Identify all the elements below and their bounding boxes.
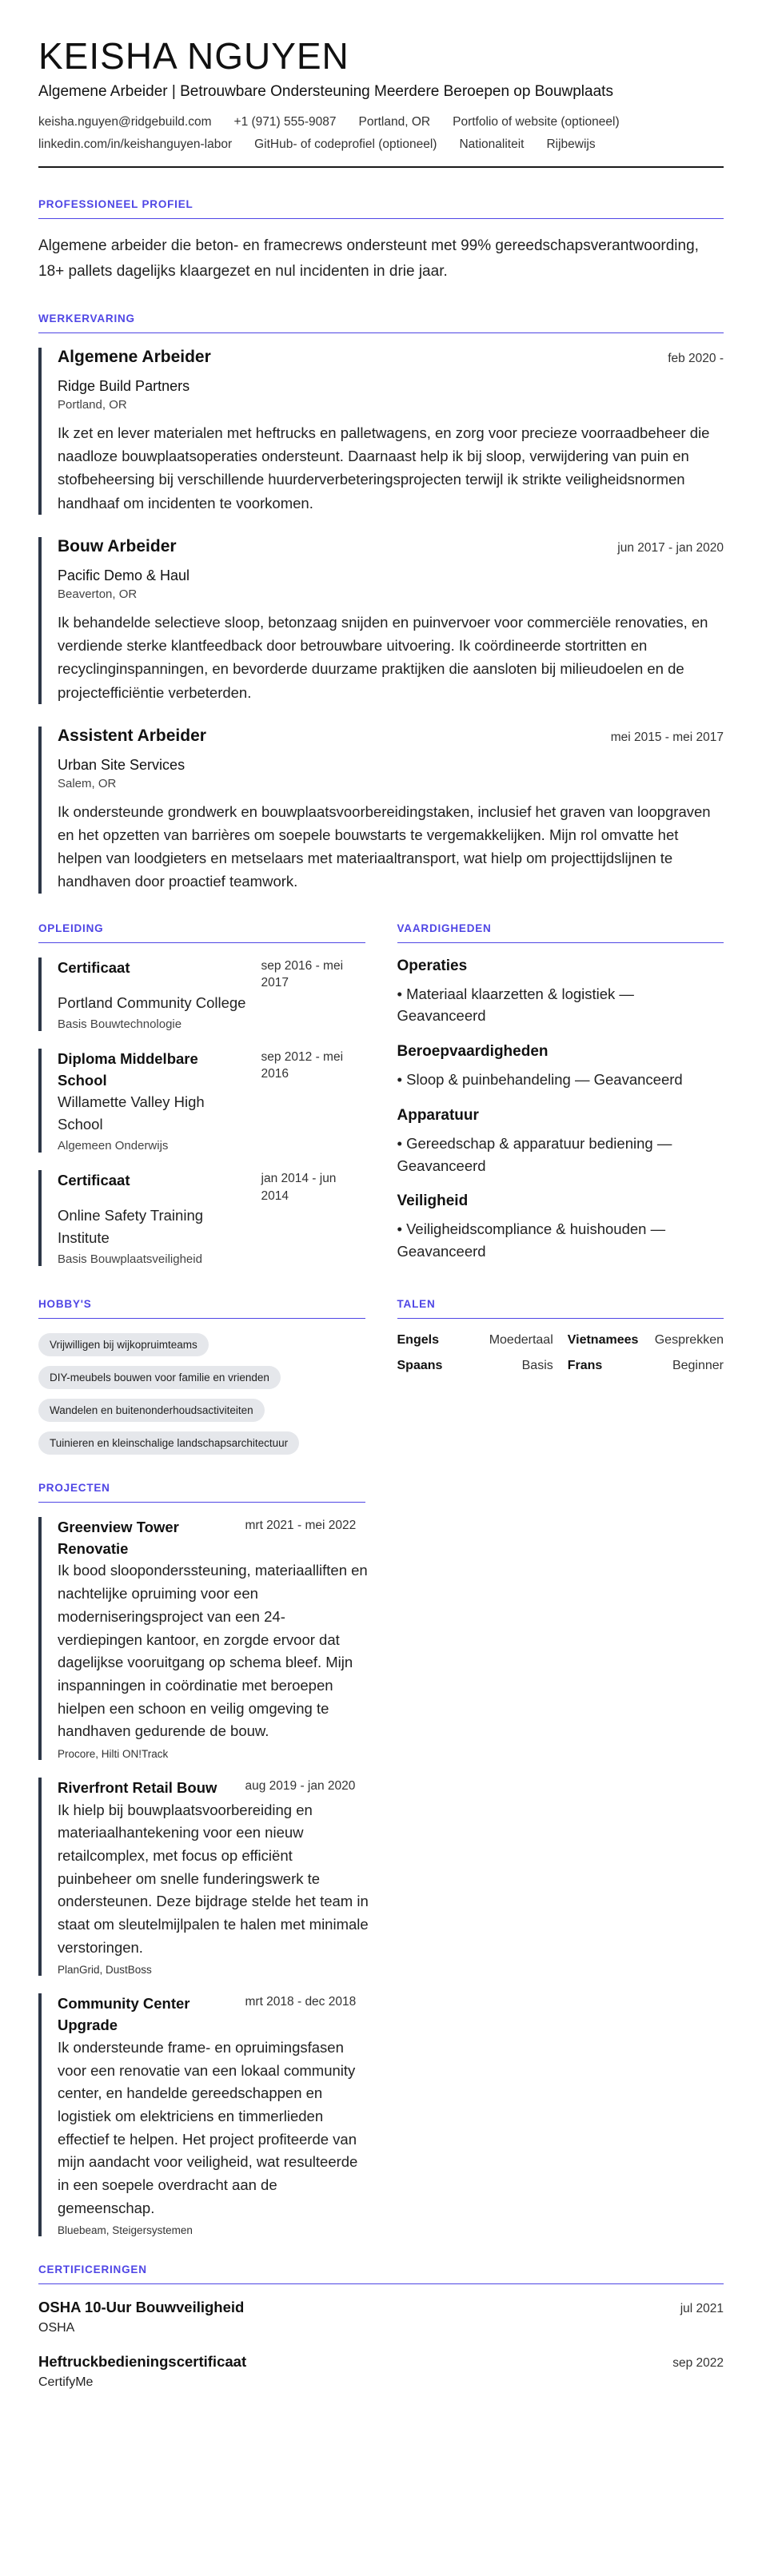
project-title: Greenview Tower Renovatie xyxy=(58,1518,179,1557)
job-date: feb 2020 - xyxy=(668,351,724,365)
empty-column xyxy=(397,1482,724,2237)
job-date: jun 2017 - jan 2020 xyxy=(617,540,724,555)
job-location: Portland, OR xyxy=(58,397,127,412)
language-name: Vietnamees xyxy=(567,1332,639,1347)
skill-group xyxy=(397,958,724,1028)
project-title: Riverfront Retail Bouw xyxy=(58,1778,217,1796)
section-title: CERTIFICERINGEN xyxy=(38,2263,724,2284)
skill-category: Operaties xyxy=(397,957,468,974)
education-entry xyxy=(38,1049,365,1153)
project-date: mrt 2018 - dec 2018 xyxy=(245,1995,357,2009)
certification-entry xyxy=(38,2299,724,2335)
contact-phone[interactable]: +1 (971) 555-9087 xyxy=(233,115,337,129)
project-tools: Bluebeam, Steigersystemen xyxy=(58,2224,193,2237)
skill-category: Beroepvaardigheden xyxy=(397,1043,549,1061)
job-description: Ik ondersteunde grondwerk en bouwplaatsvoorbereidingstaken, inclusief het graven van loopgraven en het opzetten van barrières om soepele bouwstarts te vergemakkelijken. Mijn rol omvatte het helpen van loodgieters en metselaars met materiaaltransport, wat hielp om projecttijdslijnen te handhaven door proactief teamwork. xyxy=(58,802,711,890)
certification-name: OSHA 10-Uur Bouwveiligheid xyxy=(38,2299,245,2316)
hobby-tag: DIY-meubels bouwen voor familie en vrienden xyxy=(38,1366,281,1389)
project-description: Ik bood slooponderssteuning, materiaalliften en nachtelijke opruiming voor een moderniseringsproject van een 24-verdiepingen kantoor, en zorgde ervoor dat dagelijkse vooruitgang op schema bleef. Mijn inspanningen in coördinatie met beroepen hielpen een schoon en veilig omgeving te handhaven gedurende de bouw. xyxy=(58,1562,368,1740)
language-list xyxy=(397,1333,724,1373)
education-section xyxy=(38,922,365,1279)
projects-row xyxy=(38,1482,724,2237)
education-school: Willamette Valley High School xyxy=(58,1093,205,1133)
certification-issuer: OSHA xyxy=(38,2321,75,2335)
headline: Algemene Arbeider | Betrouwbare Ondersteuning Meerdere Beroepen op Bouwplaats xyxy=(38,83,613,101)
section-title: OPLEIDING xyxy=(38,922,365,943)
job-company: Ridge Build Partners xyxy=(58,377,190,394)
project-entry xyxy=(38,1993,365,2236)
language-level: Basis xyxy=(521,1358,553,1372)
hobby-tag: Vrijwilligen bij wijkopruimteams xyxy=(38,1333,209,1356)
certification-issuer: CertifyMe xyxy=(38,2375,94,2390)
language-level: Beginner xyxy=(672,1358,724,1372)
profile-section xyxy=(38,198,724,284)
language-level: Moedertaal xyxy=(489,1332,553,1347)
project-description: Ik hielp bij bouwplaatsvoorbereiding en materiaalhantekening voor een nieuw retailcomplex, met focus op efficiënt puinbeheer om snelle funderingswerk te ondersteunen. Deze bijdrage stelde het team in staat om sleutelmijlpalen te halen met minimale verstoringen. xyxy=(58,1801,369,1956)
job-location: Salem, OR xyxy=(58,776,117,790)
project-entry xyxy=(38,1778,369,1977)
language-item xyxy=(568,1359,724,1373)
contact-license: Rijbewijs xyxy=(546,137,596,152)
language-item xyxy=(397,1359,553,1373)
education-field: Algemeen Onderwijs xyxy=(58,1138,169,1153)
hobby-tag: Wandelen en buitenonderhoudsactiviteiten xyxy=(38,1399,265,1422)
skill-item: • Gereedschap & apparatuur bediening — Geavanceerd xyxy=(397,1134,672,1174)
section-title: VAARDIGHEDEN xyxy=(397,922,724,943)
language-name: Spaans xyxy=(397,1358,443,1372)
job-title: Assistent Arbeider xyxy=(58,726,206,745)
section-title: HOBBY'S xyxy=(38,1298,365,1319)
language-level: Gesprekken xyxy=(654,1332,724,1347)
education-date: sep 2012 - mei 2016 xyxy=(261,1049,344,1081)
contact-nationality: Nationaliteit xyxy=(459,137,525,152)
skill-item: • Materiaal klaarzetten & logistiek — Geavanceerd xyxy=(397,985,634,1025)
job-company: Pacific Demo & Haul xyxy=(58,567,190,583)
skill-item: • Veiligheidscompliance & huishouden — Geavanceerd xyxy=(397,1220,666,1260)
hobby-tag: Tuinieren en kleinschalige landschapsarchitectuur xyxy=(38,1431,299,1455)
job-description: Ik zet en lever materialen met heftrucks en palletwagens, en zorg voor precieze voorraadbeheer die naadloze bouwplaatsoperaties ondersteunt. Daarnaast help ik bij sloop, verwijdering van puin en stofbeheersing bij verschillende huurderverbeteringsprojecten terwijl ik strikte veiligheidsnormen handhaaf om incidenten te voorkomen. xyxy=(58,424,710,512)
certification-name: Heftruckbedieningscertificaat xyxy=(38,2353,247,2371)
contact-github[interactable]: GitHub- of codeprofiel (optioneel) xyxy=(254,137,437,152)
language-item xyxy=(568,1333,724,1348)
job-date: mei 2015 - mei 2017 xyxy=(610,730,724,744)
section-title: WERKERVARING xyxy=(38,313,724,333)
header-divider xyxy=(38,166,724,168)
section-title: PROJECTEN xyxy=(38,1482,365,1503)
education-school: Online Safety Training Institute xyxy=(58,1207,204,1246)
education-entry xyxy=(38,958,365,1031)
skills-section xyxy=(397,922,724,1279)
education-field: Basis Bouwplaatsveiligheid xyxy=(58,1252,202,1266)
certification-date: jul 2021 xyxy=(680,2302,724,2316)
language-name: Engels xyxy=(397,1332,439,1347)
job-title: Algemene Arbeider xyxy=(58,347,211,366)
resume-header xyxy=(38,37,724,168)
project-tools: PlanGrid, DustBoss xyxy=(58,1964,152,1977)
language-item xyxy=(397,1333,553,1348)
education-date: sep 2016 - mei 2017 xyxy=(261,958,344,990)
contact-portfolio[interactable]: Portfolio of website (optioneel) xyxy=(453,115,620,129)
projects-section xyxy=(38,1481,369,2237)
education-degree: Certificaat xyxy=(58,958,130,976)
hobbies-section xyxy=(38,1298,365,1455)
job-company: Urban Site Services xyxy=(58,756,186,773)
education-degree: Certificaat xyxy=(58,1171,130,1188)
section-title: TALEN xyxy=(397,1298,724,1319)
contact-email[interactable]: keisha.nguyen@ridgebuild.com xyxy=(38,115,212,129)
candidate-name: KEISHA NGUYEN xyxy=(38,35,349,77)
project-date: mrt 2021 - mei 2022 xyxy=(245,1518,357,1532)
project-title: Community Center Upgrade xyxy=(58,1995,190,2034)
contact-location: Portland, OR xyxy=(358,115,431,129)
certification-entry xyxy=(38,2353,724,2390)
contact-list xyxy=(38,115,694,152)
education-entry xyxy=(38,1170,365,1266)
project-tools: Procore, Hilti ON!Track xyxy=(58,1747,169,1760)
job-entry xyxy=(38,348,724,515)
languages-section xyxy=(397,1298,724,1455)
project-description: Ik ondersteunde frame- en opruimingsfasen voor een renovatie van een lokaal community center, en handelde gereedschappen en logistiek om elektriciens en timmerlieden effectief te helpen. Het project profiteerde van mijn aandacht voor veiligheid, wat resulteerde in een soepele overdracht aan de gemeenschap. xyxy=(58,2039,358,2216)
job-title: Bouw Arbeider xyxy=(58,536,177,555)
skill-group xyxy=(397,1043,724,1091)
section-title: PROFESSIONEEL PROFIEL xyxy=(38,198,724,219)
certifications-section xyxy=(38,2263,724,2390)
education-school: Portland Community College xyxy=(58,993,246,1011)
skill-category: Veiligheid xyxy=(397,1192,469,1210)
project-date: aug 2019 - jan 2020 xyxy=(245,1778,356,1793)
education-degree: Diploma Middelbare School xyxy=(58,1049,198,1089)
hobby-tags xyxy=(38,1333,365,1455)
skill-group xyxy=(397,1192,724,1263)
contact-linkedin[interactable]: linkedin.com/in/keishanguyen-labor xyxy=(38,137,233,152)
certification-date: sep 2022 xyxy=(672,2356,724,2371)
education-skills-row xyxy=(38,922,724,1279)
job-entry xyxy=(38,537,724,704)
language-name: Frans xyxy=(567,1358,603,1372)
hobbies-languages-row xyxy=(38,1298,724,1455)
job-location: Beaverton, OR xyxy=(58,587,138,601)
project-entry xyxy=(38,1517,368,1760)
education-date: jan 2014 - jun 2014 xyxy=(261,1171,337,1203)
job-entry xyxy=(38,727,724,894)
profile-summary: Algemene arbeider die beton- en framecrews ondersteunt met 99% gereedschapsverantwoording, 18+ pallets dagelijks klaargezet en nul incidenten in drie jaar. xyxy=(38,237,699,280)
education-field: Basis Bouwtechnologie xyxy=(58,1017,182,1031)
skill-group xyxy=(397,1107,724,1177)
skill-item: • Sloop & puinbehandeling — Geavanceerd xyxy=(397,1071,683,1089)
job-description: Ik behandelde selectieve sloop, betonzaag snijden en puinvervoer voor commerciële renovaties, en verdiende sterke klantfeedback door betrouwbare uitvoering. Ik coördineerde stortritten en recyclinginspanningen, en bevorderde duurzame praktijken die aansloten bij milieudoelen en de projectefficiëntie verbeterden. xyxy=(58,613,708,701)
experience-section xyxy=(38,313,724,894)
skill-category: Apparatuur xyxy=(397,1106,479,1124)
